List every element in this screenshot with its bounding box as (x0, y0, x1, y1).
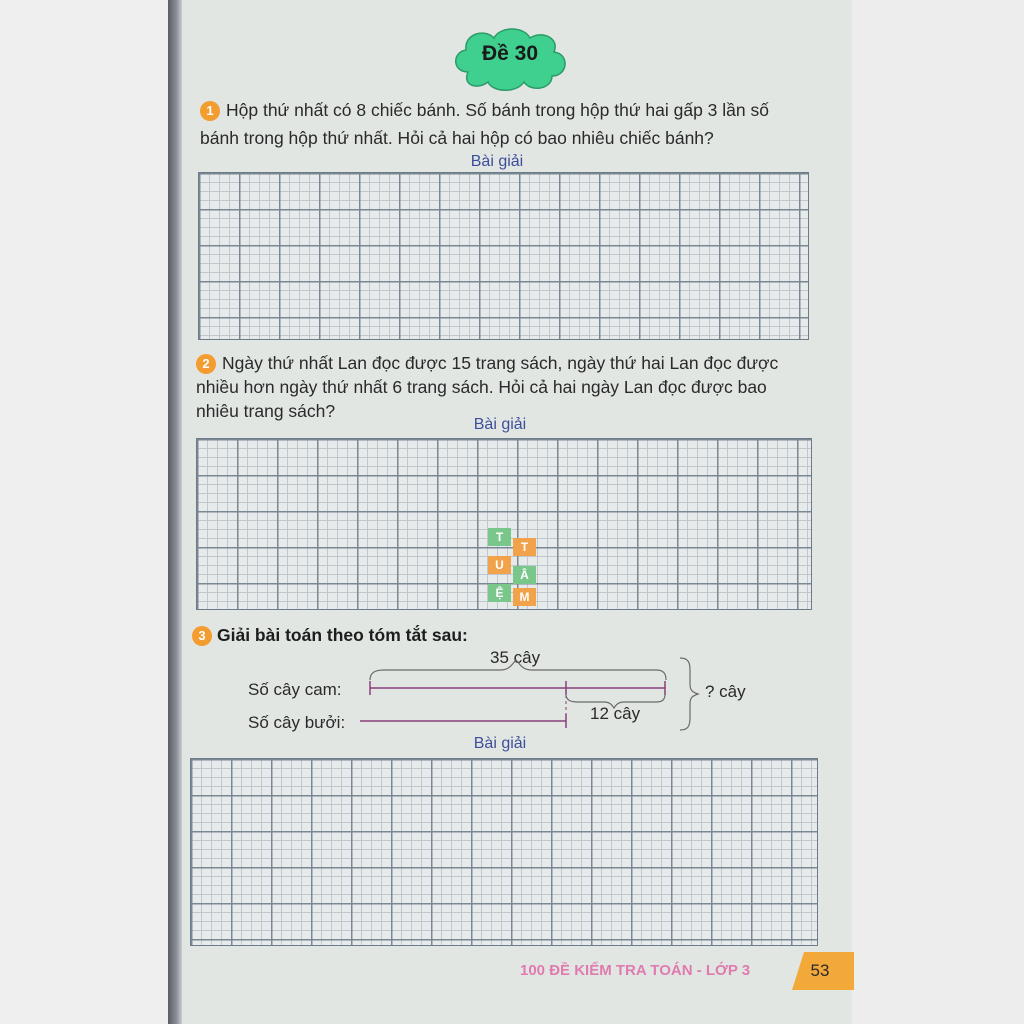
total-brace (680, 658, 698, 730)
problem-2-line-1: Ngày thứ nhất Lan đọc được 15 trang sách, ngày thứ hai Lan đọc được (222, 353, 779, 373)
watermark-cell: T (513, 538, 536, 556)
problem-2-solution-label: Bài giải (473, 416, 527, 433)
problem-3-answer-grid[interactable] (190, 758, 818, 946)
problem-2-line-3: nhiêu trang sách? (196, 401, 336, 421)
diagram-row-1-label: Số cây cam: (248, 680, 342, 699)
page-title: Đề 30 (481, 42, 539, 65)
watermark-cell: U (488, 556, 511, 574)
background-left (0, 0, 180, 1024)
problem-1-solution-label: Bài giải (470, 153, 524, 170)
page-number: 53 (810, 961, 830, 980)
diagram-top-value: 35 cây (490, 648, 541, 667)
footer-book-title: 100 ĐỀ KIỂM TRA TOÁN - LỚP 3 (520, 962, 751, 979)
watermark-cell: Â (513, 566, 536, 584)
top-brace (370, 660, 666, 680)
summary-diagram (360, 650, 710, 740)
problem-3-solution-label: Bài giải (473, 735, 527, 752)
problem-3-number: 3 (192, 626, 212, 646)
problem-1-number: 1 (200, 101, 220, 121)
tue-tam-watermark-logo (488, 528, 536, 606)
watermark-cell: M (513, 588, 536, 606)
problem-2-line-2: nhiều hơn ngày thứ nhất 6 trang sách. Hỏi cả hai ngày Lan đọc được bao (196, 377, 767, 397)
background-right (852, 0, 1024, 1024)
watermark-cell: Ệ (488, 584, 511, 602)
diagram-diff-value: 12 cây (590, 704, 641, 723)
problem-3-heading: Giải bài toán theo tóm tắt sau: (217, 625, 468, 645)
diff-brace (566, 694, 665, 708)
problem-1-line-1: Hộp thứ nhất có 8 chiếc bánh. Số bánh trong hộp thứ hai gấp 3 lần số (226, 100, 769, 120)
book-spine (168, 0, 182, 1024)
problem-1-answer-grid[interactable] (198, 172, 809, 340)
problem-1-line-2: bánh trong hộp thứ nhất. Hỏi cả hai hộp có bao nhiêu chiếc bánh? (200, 128, 714, 148)
diagram-total-value: ? cây (705, 682, 746, 701)
problem-2-number: 2 (196, 354, 216, 374)
diagram-row-2-label: Số cây bưởi: (248, 713, 346, 732)
watermark-cell: T (488, 528, 511, 546)
